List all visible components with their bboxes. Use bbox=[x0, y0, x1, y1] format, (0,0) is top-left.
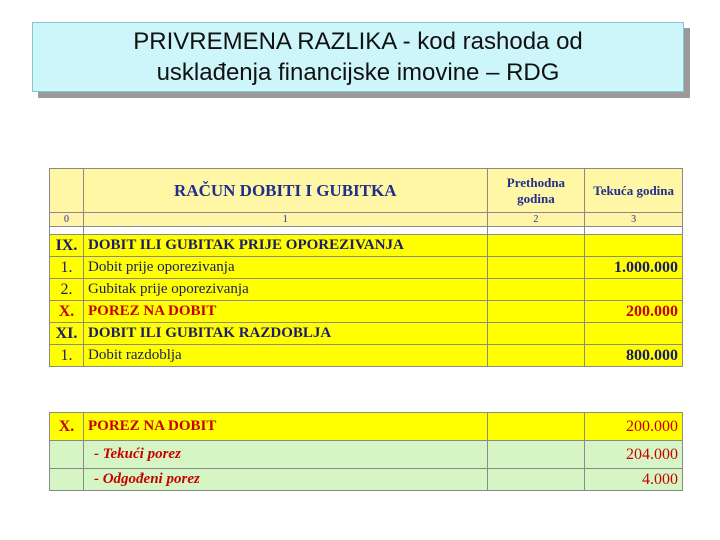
index-cell: 1 bbox=[83, 213, 487, 227]
prev-value bbox=[487, 323, 585, 345]
income-tax-table bbox=[49, 412, 683, 491]
prev-value bbox=[487, 279, 585, 301]
row-number: IX. bbox=[50, 235, 84, 257]
statement-title: RAČUN DOBITI I GUBITKA bbox=[83, 169, 487, 213]
curr-value: 200.000 bbox=[585, 301, 683, 323]
curr-value: 204.000 bbox=[585, 441, 683, 469]
row-label: POREZ NA DOBIT bbox=[83, 413, 487, 441]
prev-value bbox=[487, 441, 585, 469]
prev-value bbox=[487, 235, 585, 257]
prev-value bbox=[487, 469, 585, 491]
curr-value: 200.000 bbox=[585, 413, 683, 441]
table-row bbox=[50, 301, 683, 323]
income-statement-table bbox=[49, 168, 683, 367]
row-number: 1. bbox=[50, 345, 84, 367]
table-row bbox=[50, 257, 683, 279]
row-label: - Odgođeni porez bbox=[83, 469, 487, 491]
table-row bbox=[50, 323, 683, 345]
gap-row bbox=[50, 227, 683, 235]
index-row bbox=[50, 213, 683, 227]
title-line-1: PRIVREMENA RAZLIKA - kod rashoda od bbox=[133, 28, 583, 55]
slide-title bbox=[32, 22, 684, 92]
prev-value bbox=[487, 345, 585, 367]
prev-value bbox=[487, 257, 585, 279]
title-line-2: usklađenja financijske imovine – RDG bbox=[156, 59, 560, 86]
row-label: Dobit razdoblja bbox=[83, 345, 487, 367]
table-row bbox=[50, 441, 683, 469]
header-blank-cell bbox=[50, 169, 84, 213]
curr-value: 1.000.000 bbox=[585, 257, 683, 279]
header-row bbox=[50, 169, 683, 213]
table-row bbox=[50, 235, 683, 257]
prev-value bbox=[487, 413, 585, 441]
curr-value bbox=[585, 235, 683, 257]
col-header-prev-year: Prethodna godina bbox=[487, 169, 585, 213]
row-number: 2. bbox=[50, 279, 84, 301]
row-number: X. bbox=[50, 413, 84, 441]
row-label: - Tekući porez bbox=[83, 441, 487, 469]
index-cell: 2 bbox=[487, 213, 585, 227]
row-number: XI. bbox=[50, 323, 84, 345]
curr-value bbox=[585, 323, 683, 345]
index-cell: 3 bbox=[585, 213, 683, 227]
row-number bbox=[50, 441, 84, 469]
row-label: DOBIT ILI GUBITAK RAZDOBLJA bbox=[83, 323, 487, 345]
row-label: DOBIT ILI GUBITAK PRIJE OPOREZIVANJA bbox=[83, 235, 487, 257]
table-row bbox=[50, 469, 683, 491]
row-label: Gubitak prije oporezivanja bbox=[83, 279, 487, 301]
index-cell: 0 bbox=[50, 213, 84, 227]
table-row bbox=[50, 345, 683, 367]
curr-value: 4.000 bbox=[585, 469, 683, 491]
table-row bbox=[50, 413, 683, 441]
curr-value: 800.000 bbox=[585, 345, 683, 367]
row-label: POREZ NA DOBIT bbox=[83, 301, 487, 323]
row-label: Dobit prije oporezivanja bbox=[83, 257, 487, 279]
row-number bbox=[50, 469, 84, 491]
prev-value bbox=[487, 301, 585, 323]
row-number: 1. bbox=[50, 257, 84, 279]
col-header-curr-year: Tekuća godina bbox=[585, 169, 683, 213]
table-row bbox=[50, 279, 683, 301]
row-number: X. bbox=[50, 301, 84, 323]
curr-value bbox=[585, 279, 683, 301]
